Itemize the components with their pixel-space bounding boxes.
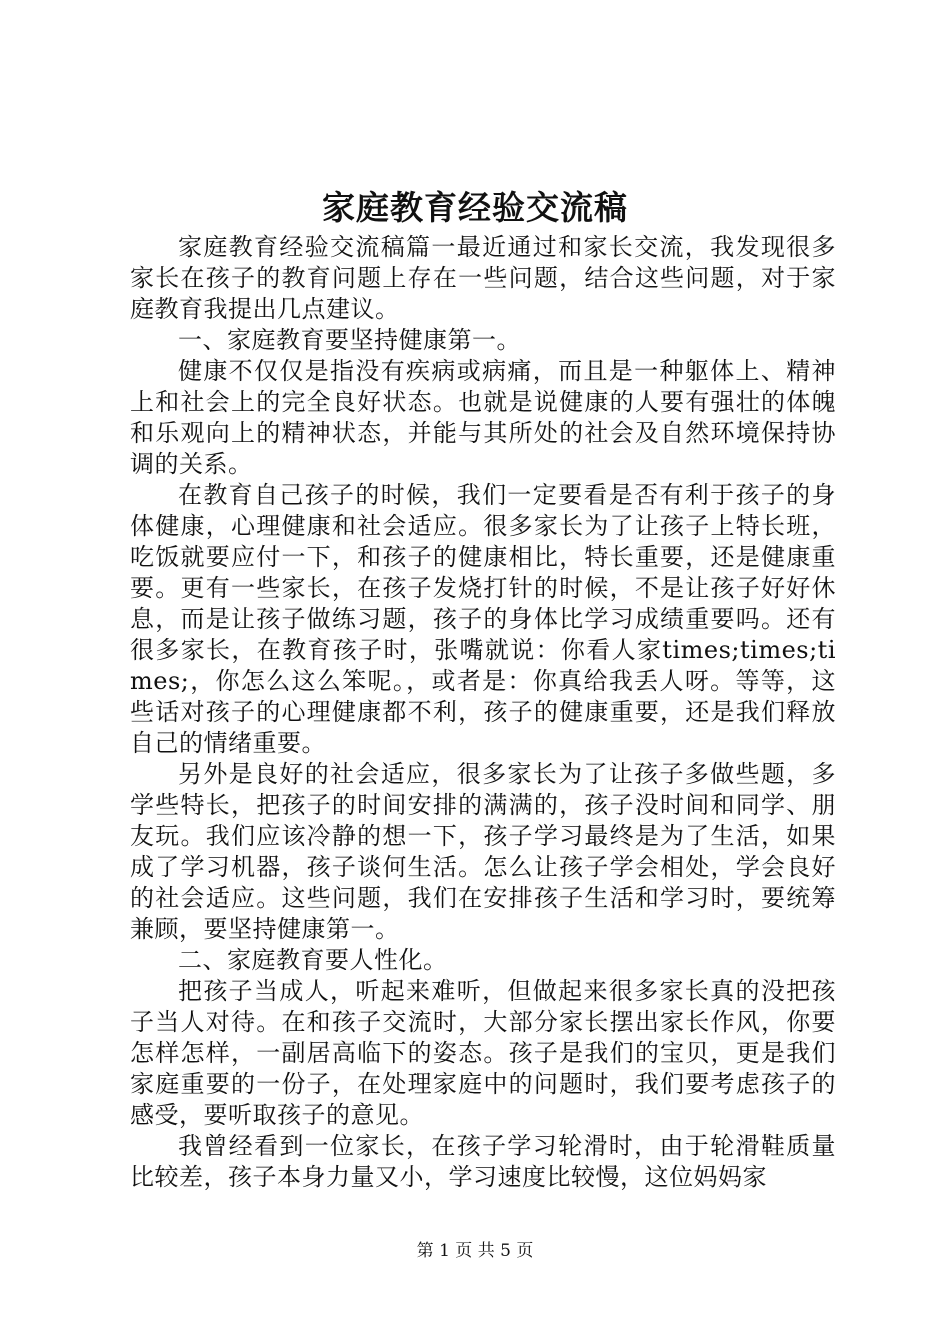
document-title: 家庭教育经验交流稿 (322, 188, 628, 227)
paragraph-roller-skating: 我曾经看到一位家长，在孩子学习轮滑时，由于轮滑鞋质量比较差，孩子本身力量又小，学习速度比较慢，这位妈妈家 (130, 1132, 836, 1191)
document-body (130, 232, 836, 1193)
heading-humanized: 二、家庭教育要人性化。 (178, 946, 448, 974)
page-number-footer: 第 1 页 共 5 页 (416, 1241, 534, 1261)
paragraph-treat-as-person: 把孩子当成人，听起来难听，但做起来很多家长真的没把孩子当人对待。在和孩子交流时，大部分家长摆出家长作风，你要怎样怎样，一副居高临下的姿态。孩子是我们的宝贝，更是我们家庭重要的一份子，在处理家庭中的问题时，我们要考虑孩子的感受，要听取孩子的意见。 (130, 977, 836, 1129)
heading-health-first: 一、家庭教育要坚持健康第一。 (178, 326, 521, 354)
paragraph-social-adaptation: 另外是良好的社会适应，很多家长为了让孩子多做些题，多学些特长，把孩子的时间安排的满满的，孩子没时间和同学、朋友玩。我们应该冷静的想一下，孩子学习最终是为了生活，如果成了学习机器，孩子谈何生活。怎么让孩子学会相处，学会良好的社会适应。这些问题，我们在安排孩子生活和学习时，要统筹兼顾，要坚持健康第一。 (130, 760, 836, 943)
paragraph-health-definition: 健康不仅仅是指没有疾病或病痛，而且是一种躯体上、精神上和社会上的完全良好状态。也就是说健康的人要有强壮的体魄和乐观向上的精神状态，并能与其所处的社会及自然环境保持协调的关系。 (130, 357, 836, 478)
paragraph-intro: 家庭教育经验交流稿篇一最近通过和家长交流，我发现很多家长在孩子的教育问题上存在一些问题，结合这些问题，对于家庭教育我提出几点建议。 (130, 233, 836, 323)
paragraph-educating-children: 在教育自己孩子的时候，我们一定要看是否有利于孩子的身体健康，心理健康和社会适应。很多家长为了让孩子上特长班，吃饭就要应付一下，和孩子的健康相比，特长重要，还是健康重要。更有一些家长，在孩子发烧打针的时候，不是让孩子好好休息，而是让孩子做练习题，孩子的身体比学习成绩重要吗。还有很多家长，在教育孩子时，张嘴就说：你看人家times;times;times;，你怎么这么笨呢。，或者是：你真给我丢人呀。等等，这些话对孩子的心理健康都不利，孩子的健康重要，还是我们释放自己的情绪重要。 (130, 481, 836, 757)
